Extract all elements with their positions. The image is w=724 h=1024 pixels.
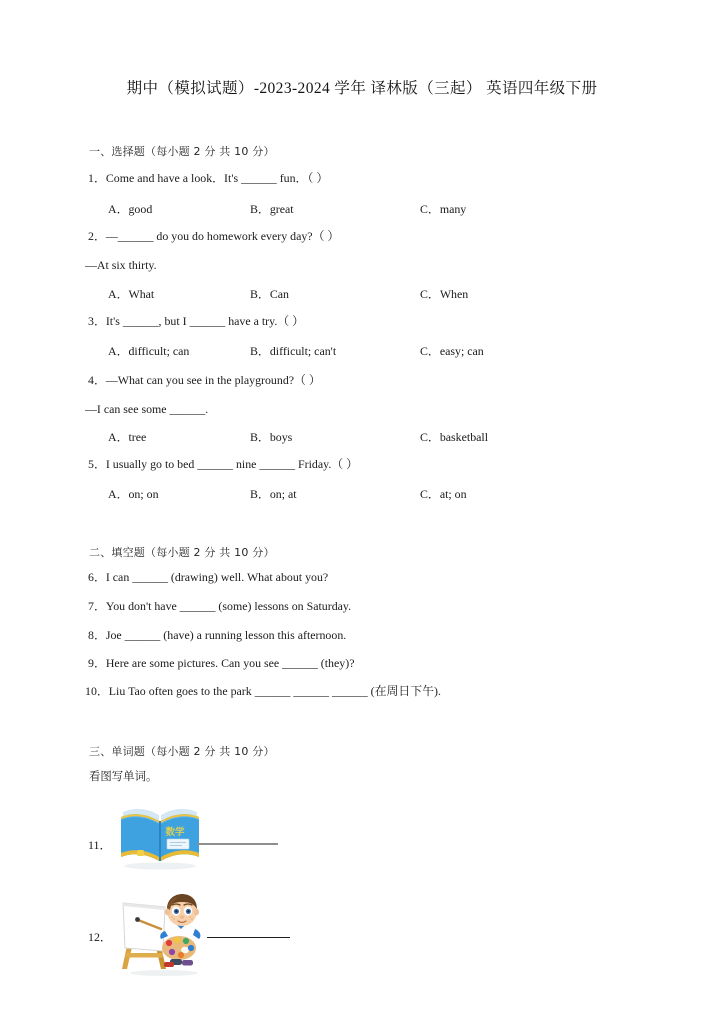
question-12-number: 12． bbox=[88, 930, 112, 944]
question-2-option-c[interactable]: C．When bbox=[420, 287, 469, 301]
question-3-options bbox=[0, 342, 724, 358]
question-6-stem bbox=[88, 570, 328, 584]
question-3-text: It's ______, but I ______ have a try.（ ） bbox=[105, 314, 305, 328]
question-7-text: You don't have ______ (some) lessons on Saturday. bbox=[105, 599, 352, 613]
question-11-number: 11． bbox=[88, 838, 112, 852]
question-7-stem bbox=[88, 599, 351, 613]
section-heading-3: 三、单词题（每小题 2 分 共 10 分） bbox=[89, 745, 275, 758]
question-9-text: Here are some pictures. Can you see ______ (they)? bbox=[105, 656, 355, 670]
question-12-answer-rule[interactable] bbox=[207, 937, 290, 938]
question-4-text: —What can you see in the playground?（ ） bbox=[105, 373, 321, 387]
question-5-stem bbox=[88, 457, 358, 471]
question-4-answer-line: —I can see some ______. bbox=[85, 402, 209, 416]
question-4-number: 4． bbox=[88, 373, 106, 387]
question-4-option-a[interactable]: A．tree bbox=[108, 430, 147, 444]
question-5-option-b[interactable]: B．on; at bbox=[250, 487, 297, 501]
question-8-stem bbox=[88, 628, 346, 642]
question-3-option-b[interactable]: B．difficult; can't bbox=[250, 344, 337, 358]
question-11-answer-rule[interactable] bbox=[197, 843, 278, 845]
section-heading-2: 二、填空题（每小题 2 分 共 10 分） bbox=[89, 546, 275, 559]
question-7-number: 7． bbox=[88, 599, 106, 613]
question-5-number: 5． bbox=[88, 457, 106, 471]
question-10-stem bbox=[85, 684, 441, 698]
question-6-text: I can ______ (drawing) well. What about you? bbox=[105, 570, 329, 584]
question-1-option-b[interactable]: B．great bbox=[250, 202, 294, 216]
question-4-options bbox=[0, 428, 724, 444]
question-3-number: 3． bbox=[88, 314, 106, 328]
section-heading-1: 一、选择题（每小题 2 分 共 10 分） bbox=[89, 145, 275, 158]
boy-painting-easel-icon bbox=[116, 893, 212, 977]
question-1-number: 1． bbox=[88, 171, 106, 185]
question-9-stem bbox=[88, 656, 354, 670]
svg-text:数学: 数学 bbox=[165, 827, 185, 838]
question-2-stem bbox=[88, 229, 339, 243]
open-book-math-icon bbox=[117, 804, 203, 870]
question-6-number: 6． bbox=[88, 570, 106, 584]
question-1-options bbox=[0, 200, 724, 216]
question-10-number: 10． bbox=[85, 684, 109, 698]
question-3-stem bbox=[88, 314, 304, 328]
question-2-number: 2． bbox=[88, 229, 106, 243]
question-1-option-c[interactable]: C．many bbox=[420, 202, 467, 216]
question-2-option-b[interactable]: B．Can bbox=[250, 287, 289, 301]
question-2-answer-line: —At six thirty. bbox=[85, 258, 157, 272]
question-1-stem bbox=[88, 171, 328, 185]
question-5-options bbox=[0, 485, 724, 501]
question-4-option-b[interactable]: B．boys bbox=[250, 430, 293, 444]
question-1-text: Come and have a look．It's ______ fun．（ ） bbox=[105, 171, 329, 185]
question-8-number: 8． bbox=[88, 628, 106, 642]
question-2-text: —______ do you do homework every day?（ ） bbox=[105, 229, 340, 243]
section-3-prompt: 看图写单词。 bbox=[89, 769, 158, 783]
question-4-option-c[interactable]: C．basketball bbox=[420, 430, 489, 444]
question-3-option-a[interactable]: A．difficult; can bbox=[108, 344, 190, 358]
page-title: 期中（模拟试题）-2023-2024 学年 译林版（三起） 英语四年级下册 bbox=[126, 80, 598, 97]
question-9-number: 9． bbox=[88, 656, 106, 670]
question-5-option-c[interactable]: C．at; on bbox=[420, 487, 467, 501]
question-2-option-a[interactable]: A．What bbox=[108, 287, 155, 301]
question-2-options bbox=[0, 285, 724, 301]
question-8-text: Joe ______ (have) a running lesson this afternoon. bbox=[105, 628, 347, 642]
question-5-option-a[interactable]: A．on; on bbox=[108, 487, 159, 501]
question-4-stem bbox=[88, 373, 321, 387]
question-1-option-a[interactable]: A．good bbox=[108, 202, 153, 216]
question-5-text: I usually go to bed ______ nine ______ Friday.（ ） bbox=[105, 457, 359, 471]
question-3-option-c[interactable]: C．easy; can bbox=[420, 344, 484, 358]
question-10-text: Liu Tao often goes to the park ______ ______ ______ (在周日下午). bbox=[108, 684, 441, 698]
